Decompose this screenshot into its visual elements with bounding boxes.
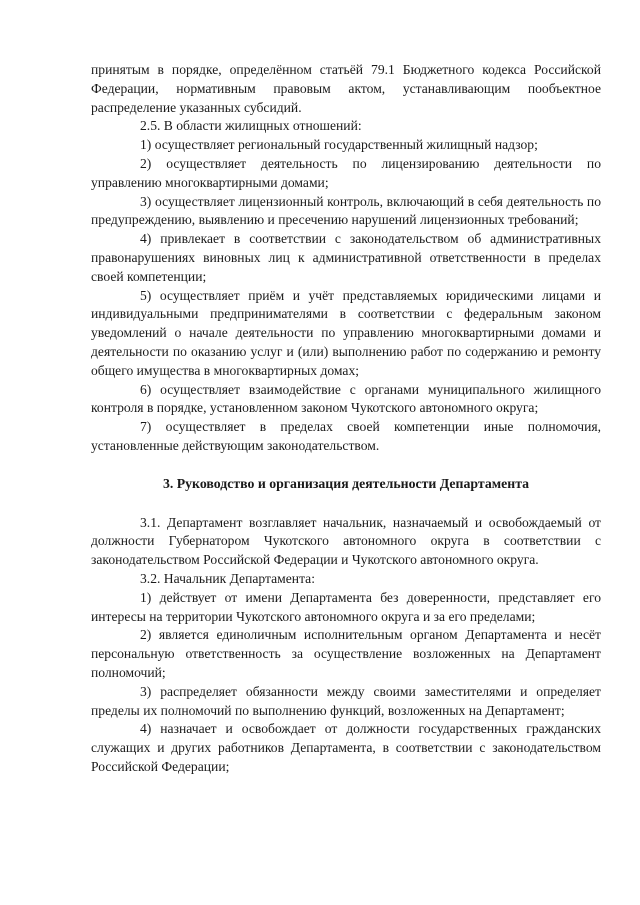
- list-item: 2) осуществляет деятельность по лицензированию деятельности по управлению многоквартирными домами;: [91, 155, 601, 190]
- list-item: 2) является единоличным исполнительным органом Департамента и несёт персональную ответственность за осуществление возложенных на Департамент полномочий;: [91, 627, 601, 680]
- spacer: [91, 456, 601, 475]
- document-body: [91, 61, 601, 777]
- section-heading: 3. Руководство и организация деятельности Департамента: [162, 475, 530, 491]
- paragraph: 3.1. Департамент возглавляет начальник, назначаемый и освобождаемый от должности Губернатором Чукотского автономного округа в соответствии с законодательством Российской Федерации и Чукотского автономного округа.: [91, 514, 601, 568]
- list-item: 7) осуществляет в пределах своей компетенции иные полномочия, установленные действующим законодательством.: [91, 419, 601, 453]
- paragraph: 2.5. В области жилищных отношений:: [140, 118, 362, 134]
- list-item: 4) назначает и освобождает от должности государственных гражданских служащих и других работников Департамента, в соответствии с законодательством Российской Федерации;: [91, 721, 601, 774]
- list-item: 6) осуществляет взаимодействие с органами муниципального жилищного контроля в порядке, установленном законом Чукотского автономного округа;: [91, 381, 601, 416]
- list-item: 1) осуществляет региональный государственный жилищный надзор;: [140, 137, 538, 153]
- list-item: 3) распределяет обязанности между своими заместителями и определяет пределы их полномочий по выполнению функций, возложенных на Департамент;: [91, 683, 601, 718]
- list-item: 4) привлекает в соответствии с законодательством об административных правонарушениях виновных лиц к административной ответственности в пределах своей компетенции;: [91, 231, 601, 284]
- list-item: 5) осуществляет приём и учёт представляемых юридическими лицами и индивидуальными предпринимателями в соответствии с федеральным законом уведомлений о начале деятельности по управлению многоквартирными домами и деятельности по оказанию услуг и (или) выполнению работ по содержанию и ремонту общего имущества в многоквартирных домах;: [91, 287, 601, 378]
- spacer: [91, 494, 601, 514]
- list-item: 1) действует от имени Департамента без доверенности, представляет его интересы на территории Чукотского автономного округа и за его пределами;: [91, 589, 601, 624]
- paragraph: принятым в порядке, определённом статьёй 79.1 Бюджетного кодекса Российской Федерации, нормативным правовым актом, устанавливающим пообъектное распределение указанных субсидий.: [91, 62, 601, 115]
- paragraph: 3.2. Начальник Департамента:: [140, 570, 315, 586]
- list-item: 3) осуществляет лицензионный контроль, включающий в себя деятельность по предупреждению, выявлению и пресечению нарушений лицензионных требований;: [91, 193, 601, 228]
